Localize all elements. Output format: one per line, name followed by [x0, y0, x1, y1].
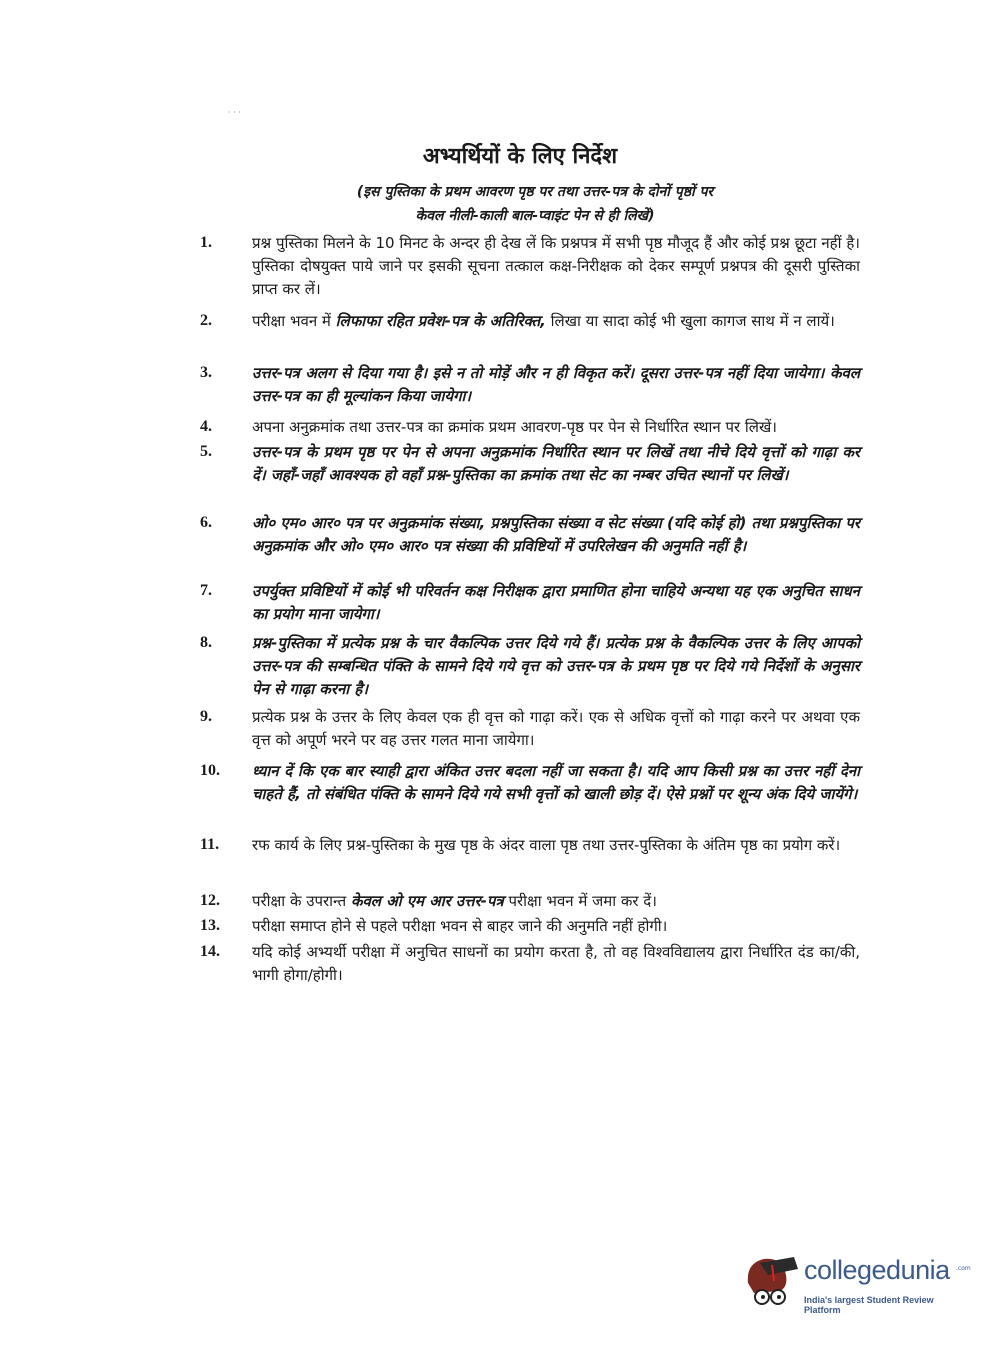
logo-brand: collegedunia	[804, 1255, 950, 1285]
instruction-item	[200, 760, 860, 806]
emphasized-text: लिफाफा रहित प्रवेश-पत्र के अतिरिक्त,	[335, 312, 546, 330]
emphasized-text: उत्तर-पत्र के प्रथम पृष्ठ पर पेन से अपना अनुक्रमांक निर्धारित स्थान पर लिखें तथा नीचे दिये वृत्तों को गाढ़ा कर दें। जहाँ-जहाँ आवश्यक हो वहाँ प्रश्न-पुस्तिका का क्रमांक तथा सेट का नम्बर उचित स्थानों पर लिखें।	[252, 443, 860, 484]
item-text	[252, 232, 860, 301]
collegedunia-logo	[742, 1253, 972, 1323]
subtitle-line-1: (इस पुस्तिका के प्रथम आवरण पृष्ठ पर तथा उत्तर-पत्र के दोनों पृष्ठों पर	[356, 184, 714, 200]
instruction-item	[200, 941, 860, 987]
instruction-item	[200, 441, 860, 487]
text-segment: परीक्षा के उपरान्त	[252, 892, 351, 910]
text-segment: प्रत्येक प्रश्न के उत्तर के लिए केवल एक ही वृत्त को गाढ़ा करें। एक से अधिक वृत्तों को गाढ़ा करने पर अथवा एक वृत्त को अपूर्ण भरने पर वह उत्तर गलत माना जायेगा।	[252, 708, 860, 749]
item-number: 4.	[200, 418, 212, 435]
item-number: 14.	[200, 943, 220, 960]
instruction-item	[200, 834, 860, 857]
page-title: अभ्यर्थियों के लिए निर्देश	[422, 144, 618, 169]
item-text	[252, 441, 860, 487]
instruction-item	[200, 890, 860, 913]
text-segment: परीक्षा भवन में	[252, 312, 336, 330]
item-number: 10.	[200, 762, 220, 779]
item-text	[252, 512, 860, 558]
item-number: 3.	[200, 364, 212, 381]
item-number: 12.	[200, 892, 220, 909]
item-number: 7.	[200, 582, 212, 599]
instruction-item	[200, 512, 860, 558]
item-number: 6.	[200, 514, 212, 531]
item-text	[252, 915, 860, 938]
instruction-item	[200, 416, 860, 439]
instruction-item	[200, 232, 860, 301]
text-segment: यदि कोई अभ्यर्थी परीक्षा में अनुचित साधनों का प्रयोग करता है, तो वह विश्वविद्यालय द्वारा निर्धारित दंड का/की, भागी होगा/होगी।	[252, 943, 860, 984]
instruction-item	[200, 632, 860, 701]
item-number: 8.	[200, 634, 212, 651]
instruction-item	[200, 580, 860, 626]
item-text	[252, 362, 860, 408]
item-text	[252, 632, 860, 701]
item-number: 11.	[200, 836, 220, 853]
logo-domain: .com	[956, 1265, 971, 1272]
logo-tagline: India's largest Student Review Platform	[804, 1295, 934, 1315]
item-text	[252, 760, 860, 806]
emphasized-text: उत्तर-पत्र अलग से दिया गया है। इसे न तो मोड़ें और न ही विकृत करें। दूसरा उत्तर-पत्र नहीं दिया जायेगा। केवल उत्तर-पत्र का ही मूल्यांकन किया जायेगा।	[252, 364, 860, 405]
item-text	[252, 706, 860, 752]
item-number: 9.	[200, 708, 212, 725]
item-number: 1.	[200, 234, 212, 251]
text-segment: प्रश्न पुस्तिका मिलने के 10 मिनट के अन्दर ही देख लें कि प्रश्नपत्र में सभी पृष्ठ मौजूद हैं और कोई प्रश्न छूटा नहीं है। पुस्तिका दोषयुक्त पाये जाने पर इसकी सूचना तत्काल कक्ष-निरीक्षक को देकर सम्पूर्ण प्रश्नपत्र की दूसरी पुस्तिका प्राप्त कर लें।	[252, 234, 860, 298]
item-text	[252, 580, 860, 626]
subtitle-line-2: केवल नीली-काली बाल-प्वाइंट पेन से ही लिखें)	[415, 208, 655, 224]
text-segment: अपना अनुक्रमांक तथा उत्तर-पत्र का क्रमांक प्रथम आवरण-पृष्ठ पर पेन से निर्धारित स्थान पर लिखें।	[252, 418, 777, 436]
emphasized-text: ओ० एम० आर० पत्र पर अनुक्रमांक संख्या, प्रश्नपुस्तिका संख्या व सेट संख्या (यदि कोई हो) तथा प्रश्नपुस्तिका पर अनुक्रमांक और ओ० एम० आर० पत्र संख्या की प्रविष्टियों में उपरिलेखन की अनुमति नहीं है।	[252, 514, 860, 555]
instruction-item	[200, 706, 860, 752]
instruction-item	[200, 915, 860, 938]
emphasized-text: केवल ओ एम आर उत्तर-पत्र	[350, 892, 504, 910]
instruction-item	[200, 362, 860, 408]
text-segment: परीक्षा समाप्त होने से पहले परीक्षा भवन से बाहर जाने की अनुमति नहीं होगी।	[252, 917, 668, 935]
instruction-item	[200, 310, 860, 333]
item-number: 2.	[200, 312, 212, 329]
scan-specks: · · ·	[228, 108, 241, 117]
emphasized-text: प्रश्न-पुस्तिका में प्रत्येक प्रश्न के चार वैकल्पिक उत्तर दिये गये हैं। प्रत्येक प्रश्न के वैकल्पिक उत्तर के लिए आपको उत्तर-पत्र की सम्बन्धित पंक्ति के सामने दिये गये वृत्त को उत्तर-पत्र के प्रथम पृष्ठ पर दिये गये निर्देशों के अनुसार पेन से गाढ़ा करना है।	[252, 634, 860, 698]
item-number: 5.	[200, 443, 212, 460]
mascot-icon	[742, 1253, 800, 1315]
item-text	[252, 310, 860, 333]
item-text	[252, 416, 860, 439]
item-number: 13.	[200, 917, 220, 934]
item-text	[252, 941, 860, 987]
emphasized-text: ध्यान दें कि एक बार स्याही द्वारा अंकित उत्तर बदला नहीं जा सकता है। यदि आप किसी प्रश्न का उत्तर नहीं देना चाहते हैं, तो संबंधित पंक्ति के सामने दिये गये सभी वृत्तों को खाली छोड़ दें। ऐसे प्रश्नों पर शून्य अंक दिये जायेंगे।	[252, 762, 860, 803]
text-segment: लिखा या सादा कोई भी खुला कागज साथ में न लायें।	[545, 312, 835, 330]
emphasized-text: उपर्युक्त प्रविष्टियों में कोई भी परिवर्तन कक्ष निरीक्षक द्वारा प्रमाणित होना चाहिये अन्यथा यह एक अनुचित साधन का प्रयोग माना जायेगा।	[252, 582, 860, 623]
text-segment: परीक्षा भवन में जमा कर दें।	[503, 892, 657, 910]
text-segment: रफ कार्य के लिए प्रश्न-पुस्तिका के मुख पृष्ठ के अंदर वाला पृष्ठ तथा उत्तर-पुस्तिका के अंतिम पृष्ठ का प्रयोग करें।	[252, 836, 841, 854]
item-text	[252, 834, 860, 857]
item-text	[252, 890, 860, 913]
